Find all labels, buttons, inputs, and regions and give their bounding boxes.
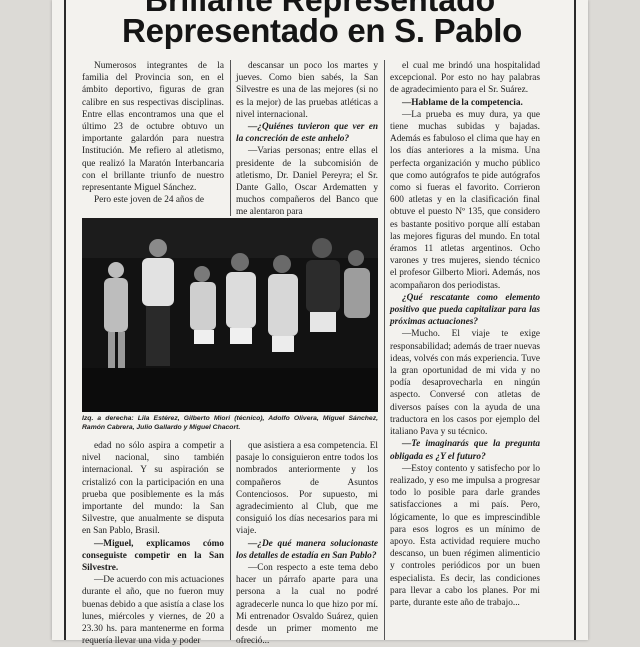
paragraph: —Varias personas; entre ellas el presidente de la subcomisión de atletismo, Dr. Daniel Pereyra; el Sr. Dante Gallo, Oscar Ardematten y muchos compañeros del Banco que me alentaron para xyxy=(236,146,378,218)
paragraph: —Con respecto a este tema debo hacer un párrafo aparte para una persona a la cual no podré agradecerle nunca lo que hizo por mí. Mi entrenador Osvaldo Suárez, quien desde un primer momento me ofreció... xyxy=(236,563,378,647)
article-column-4 xyxy=(82,440,224,647)
paragraph: descansar un poco los martes y jueves. Como bien sabés, la San Silvestre es una de las mejores (si no es la mejor) de las pruebas atléticas a nivel internacional. xyxy=(236,61,378,120)
column-divider xyxy=(230,440,231,640)
paragraph: —Mucho. El viaje te exige responsabilidad; además de traer nuevas ideas, volvés con más experiencia. Tuve la gran oportunidad de mi vida y no podía desaprovecharla en ningún aspecto. Conversé con atletas de diversos países con la ayuda de una traductora en los casos por ejemplo del italiano Pava y su técnico. xyxy=(390,329,540,438)
article-column-3 xyxy=(390,60,540,640)
page-border-left xyxy=(64,0,66,640)
paragraph: —La prueba es muy dura, ya que tiene muchas subidas y bajadas. Además es fabuloso el clima que hay en los días anteriores a la misma. Una perfecta organización y mucho público que como autógrafos te pide autógrafos como si fueras el favorito. Corrieron 600 atletas y en la clasificación final obtuve el puesto Nº 135, que considero es bastante positivo porque allí estaban las mejores figuras del mundo. En total éramos 11 atletas argentinos. Ocho varones y tres mujeres, siendo técnico el profesor Gilberto Miori. Además, nos acompañaron dos periodistas. xyxy=(390,109,540,291)
paragraph: —Estoy contento y satisfecho por lo realizado, y eso me impulsa a progresar todo lo posible para darle grandes satisfacciones a mi país. Pero, lógicamente, lo que es imprescindible para esos logros es un mínimo de apoyo. Esta actividad requiere mucho descanso, un buen régimen alimenticio y controles periódicos por un buen especialista. Es decir, las condiciones para llevar a cabo los planes. Por mi parte, durante este año de trabajo... xyxy=(390,463,540,608)
interview-question: —Miguel, explicamos cómo conseguiste competir en la San Silvestre. xyxy=(82,538,224,574)
article-column-2 xyxy=(236,60,378,218)
paragraph: —De acuerdo con mis actuaciones durante el año, que no fueron muy buenas debido a que asistía a clase los lunes, miércoles y viernes, de 20 a 23.30 hs. para mantenerme en forma requería llevar una vida y poder xyxy=(82,575,224,647)
interview-question: ¿Qué rescatante como elemento positivo que pueda capitalizar para las próximas actuaciones? xyxy=(390,292,540,328)
paragraph: que asistiera a esa competencia. El pasaje lo consiguieron entre todos los nombrados anteriormente y los compañeros de Asuntos Contenciosos. Por supuesto, mi agradecimiento al Club, que me consiguió los días necesarios para mi viaje. xyxy=(236,441,378,537)
paragraph: Pero este joven de 24 años de xyxy=(94,195,204,206)
paragraph: el cual me brindó una hospitalidad excepcional. Por esto no hay palabras de agradecimiento para el Sr. Suárez. xyxy=(390,61,540,96)
page-border-right xyxy=(574,0,576,640)
column-divider xyxy=(230,60,231,216)
team-photo xyxy=(82,218,378,412)
interview-question: —Hablame de la competencia. xyxy=(402,97,523,108)
athletes-photo-illustration xyxy=(82,218,378,412)
column-divider xyxy=(384,60,385,640)
paragraph: Numerosos integrantes de la familia del Provincia son, en el ámbito deportivo, figuras de gran calibre en sus respectivas disciplinas. Entre ellas encontramos una que el último 23 de octubre obtuvo un importante galardón para nuestra Institución. Me refiero al atletismo, que realizó la Maratón Interbancaria con el brillante triunfo de nuestro representante Miguel Sánchez. xyxy=(82,61,224,194)
photo-caption: Izq. a derecha: Lila Estérez, Gilberto Miori (técnico), Adolfo Olivera, Miguel Sánchez, Ramón Cabrera, Julio Gallardo y Miguel Chacort. xyxy=(82,415,378,431)
article-column-5 xyxy=(236,440,378,647)
interview-question: —Te imaginarás que la pregunta obligada es ¿Y el futuro? xyxy=(390,439,540,462)
interview-question: —¿De qué manera solucionaste los detalles de estadía en San Pablo? xyxy=(236,538,378,561)
headline: Representado en S. Pablo xyxy=(122,12,522,49)
interview-question: —¿Quiénes tuvieron que ver en la concreción de este anhelo? xyxy=(236,122,378,145)
headline-top-cropped xyxy=(80,0,560,8)
paragraph: edad no sólo aspira a competir a nivel nacional, sino también internacional. Y su aspiración se cristalizó con la participación en una prueba que posiblemente es la más importante del mundo: la San Silvestre, que anualmente se disputa en San Pablo, Brasil. xyxy=(82,441,224,537)
